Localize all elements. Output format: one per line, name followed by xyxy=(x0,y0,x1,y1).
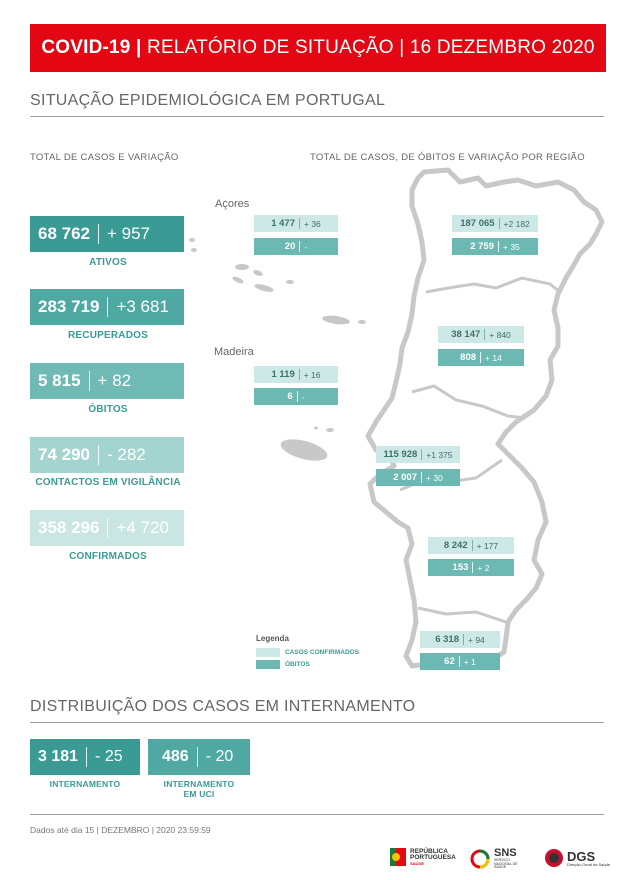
stat-label-obitos: ÓBITOS xyxy=(88,404,128,415)
legend-title: Legenda xyxy=(256,634,289,643)
logo-sns-text: SNS xyxy=(494,847,517,859)
stat-variation: - 282 xyxy=(107,445,146,464)
region-cases-variation: +1 375 xyxy=(426,449,453,460)
stat-value: 358 296 xyxy=(38,518,100,537)
region-deaths-value: 2 007 xyxy=(393,472,417,483)
logo-dgs-subtext: Direção-Geral da Saúde xyxy=(567,861,611,867)
legend-label-confirmed: CASOS CONFIRMADOS xyxy=(285,649,360,656)
region-separator xyxy=(463,634,464,645)
stat-separator xyxy=(89,371,90,391)
stat-variation: - 25 xyxy=(95,748,123,765)
stat-variation: - 20 xyxy=(205,748,234,765)
stat-value: 283 719 xyxy=(38,297,100,316)
section-title-epidemiology: SITUAÇÃO EPIDEMIOLÓGICA EM PORTUGAL xyxy=(30,92,386,109)
region-deaths-value: 6 xyxy=(287,391,293,402)
region-cases-variation: + 36 xyxy=(304,218,321,229)
region-cases-madeira xyxy=(254,366,338,383)
region-separator xyxy=(498,241,499,252)
legend-swatch-confirmed xyxy=(256,648,280,657)
region-deaths-variation: + 1 xyxy=(463,656,476,667)
stat-label-confirmados: CONFIRMADOS xyxy=(69,551,147,562)
section-title-hospital: DISTRIBUIÇÃO DOS CASOS EM INTERNAMENTO xyxy=(30,698,416,715)
logo-dgs-text: DGS xyxy=(567,848,596,864)
region-deaths-variation: - xyxy=(301,391,305,402)
region-cases-value: 115 928 xyxy=(383,449,418,460)
region-deaths-value: 2 759 xyxy=(470,241,494,252)
logo-sns-subtext: SERVIÇO NACIONAL DE SAÚDE xyxy=(494,858,518,869)
region-cases-value: 1 119 xyxy=(271,369,295,380)
legend-item-deaths xyxy=(256,660,310,669)
region-cases-centro xyxy=(438,326,524,343)
region-deaths-centro xyxy=(438,349,524,366)
stat-box-recuperados xyxy=(30,289,184,325)
region-deaths-alentejo xyxy=(428,559,514,576)
region-deaths-madeira xyxy=(254,388,338,405)
footer-divider xyxy=(30,814,604,815)
stat-box-internamento xyxy=(30,739,140,775)
region-cases-alentejo xyxy=(428,537,514,554)
region-deaths-value: 62 xyxy=(444,656,455,667)
stat-separator xyxy=(98,445,99,465)
region-cases-variation: + 94 xyxy=(468,634,485,645)
region-cases-value: 8 242 xyxy=(443,540,468,551)
label-total-cases: TOTAL DE CASOS E VARIAÇÃO xyxy=(30,152,179,163)
region-deaths-variation: + 2 xyxy=(477,562,490,573)
footer-data-note: Dados até dia 15 | DEZEMBRO | 2020 23:59:59 xyxy=(30,825,211,835)
logo-sns xyxy=(470,848,526,870)
logo-republica-text1: REPÚBLICA xyxy=(410,847,448,855)
sns-logo-icon xyxy=(470,849,490,869)
region-separator xyxy=(297,391,298,402)
region-cases-value: 38 147 xyxy=(451,329,481,340)
region-separator xyxy=(484,329,485,340)
stat-variation: + 82 xyxy=(97,371,132,390)
header-title: RELATÓRIO DE SITUAÇÃO | 16 DEZEMBRO 2020 xyxy=(141,37,595,58)
stat-label-ativos: ATIVOS xyxy=(89,257,127,268)
region-cases-value: 6 318 xyxy=(435,634,459,645)
stat-value: 74 290 xyxy=(38,445,90,464)
stat-variation: +3 681 xyxy=(116,297,169,316)
label-region-cases: TOTAL DE CASOS, DE ÓBITOS E VARIAÇÃO POR REGIÃO xyxy=(310,152,585,163)
stat-box-obitos xyxy=(30,363,184,399)
section-divider xyxy=(30,116,604,117)
region-cases-variation: + 840 xyxy=(489,329,511,340)
region-separator xyxy=(472,562,473,573)
region-separator xyxy=(299,241,300,252)
republica-shield-icon xyxy=(390,848,406,866)
region-cases-variation: + 16 xyxy=(303,369,321,380)
region-label-acores: Açores xyxy=(215,198,250,210)
region-separator xyxy=(472,540,473,551)
region-cases-algarve xyxy=(420,631,500,648)
legend-label-deaths: ÓBITOS xyxy=(285,661,310,668)
region-separator xyxy=(459,656,460,667)
legend-swatch-deaths xyxy=(256,660,280,669)
region-cases-variation: +2 182 xyxy=(503,218,530,229)
region-cases-value: 187 065 xyxy=(460,218,495,229)
region-label-madeira: Madeira xyxy=(214,346,254,358)
stat-separator xyxy=(107,518,108,538)
stat-value: 3 181 xyxy=(38,748,79,765)
section-divider xyxy=(30,722,604,723)
stat-separator xyxy=(98,224,99,244)
stat-label-recuperados: RECUPERADOS xyxy=(68,330,148,341)
region-separator xyxy=(299,218,300,229)
region-deaths-variation: + 14 xyxy=(485,352,502,363)
logo-dgs xyxy=(544,848,610,868)
stat-variation: + 957 xyxy=(107,224,151,243)
header-bold: COVID-19 | xyxy=(41,37,142,58)
region-deaths-lvt xyxy=(376,469,460,486)
region-cases-lvt xyxy=(376,446,460,463)
region-cases-variation: + 177 xyxy=(476,540,499,551)
region-deaths-norte xyxy=(452,238,538,255)
stat-variation: +4 720 xyxy=(116,518,169,537)
region-cases-acores xyxy=(254,215,338,232)
region-separator xyxy=(421,472,422,483)
region-deaths-variation: - xyxy=(304,241,308,252)
stat-box-ativos xyxy=(30,216,184,252)
madeira-islands xyxy=(278,427,334,465)
logo-republica-portuguesa xyxy=(390,848,456,866)
logo-republica-text3: SAÚDE xyxy=(410,860,425,866)
region-deaths-variation: + 35 xyxy=(503,241,520,252)
logo-republica-text2: PORTUGUESA xyxy=(410,854,456,861)
region-deaths-value: 808 xyxy=(460,352,477,363)
region-deaths-value: 20 xyxy=(284,241,296,252)
report-header xyxy=(30,24,606,72)
region-deaths-acores xyxy=(254,238,338,255)
stat-label-uci-line2: EM UCI xyxy=(183,789,215,799)
stat-box-confirmados xyxy=(30,510,184,546)
stat-value: 486 xyxy=(162,748,189,765)
stat-label-contactos: CONTACTOS EM VIGILÂNCIA xyxy=(35,477,181,488)
region-separator xyxy=(499,218,500,229)
stat-value: 68 762 xyxy=(38,224,90,243)
stat-label-internamento: INTERNAMENTO xyxy=(49,779,121,789)
region-deaths-algarve xyxy=(420,653,500,670)
dgs-logo-icon xyxy=(544,848,564,868)
stat-value: 5 815 xyxy=(38,371,81,390)
region-cases-norte xyxy=(452,215,538,232)
region-separator xyxy=(299,369,300,380)
region-separator xyxy=(480,352,481,363)
region-deaths-value: 153 xyxy=(452,562,469,573)
stat-label-uci-line1: INTERNAMENTO xyxy=(163,779,235,789)
stat-box-contactos xyxy=(30,437,184,473)
region-separator xyxy=(421,449,422,460)
stat-separator xyxy=(107,297,108,317)
legend-item-confirmed xyxy=(256,648,359,657)
stat-box-uci xyxy=(148,739,250,775)
region-deaths-variation: + 30 xyxy=(426,472,443,483)
stat-separator xyxy=(86,747,87,767)
region-cases-value: 1 477 xyxy=(271,218,295,229)
stat-label-uci xyxy=(148,779,250,799)
stat-separator xyxy=(197,747,198,767)
portugal-map xyxy=(186,160,606,680)
